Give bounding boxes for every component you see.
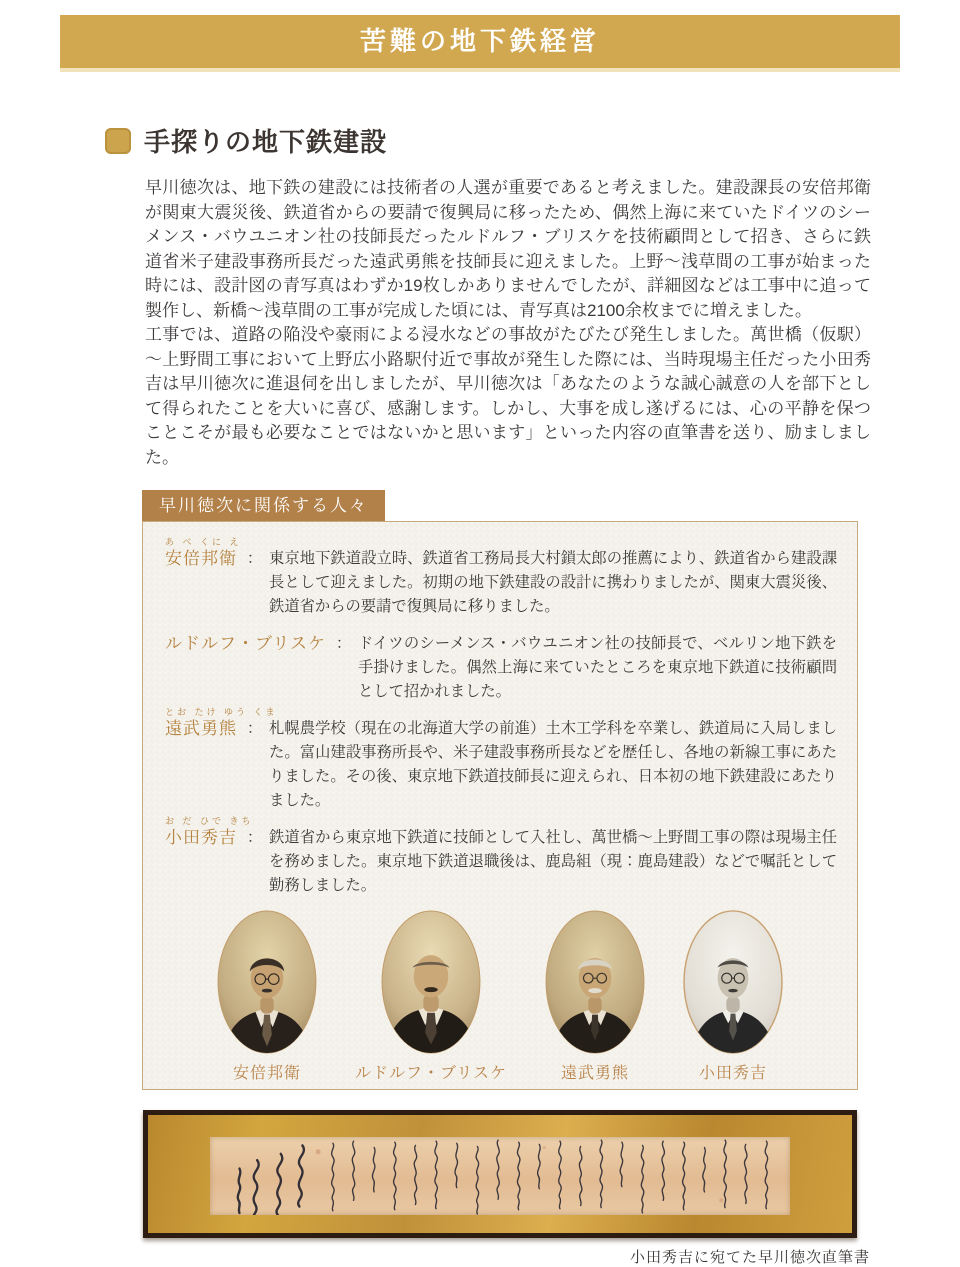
letter-frame [143, 1110, 857, 1238]
letter-paper [210, 1137, 790, 1215]
person-name-block [165, 537, 242, 571]
person-entry-briske [143, 632, 857, 704]
portrait-caption: 小田秀吉 [699, 1065, 768, 1082]
person-description: 鉄道省から東京地下鉄道に技師として入社し、萬世橋～上野間工事の際は現場主任を務めました。東京地下鉄道退職後は、鹿島組（現：鹿島建設）などで嘱託として勤務しました。 [269, 829, 837, 894]
paragraph-1: 早川徳次は、地下鉄の建設には技術者の人選が重要であると考えました。建設課長の安倍邦衛が関東大震災後、鉄道省からの要請で復興局に移ったため、偶然上海に来ていたドイツのシーメンス・バウユニオン社の技師長だったルドルフ・ブリスケを技術顧問として招き、さらに鉄道省米子建設事務所長だった遠武勇熊を技師長に迎えました。上野～浅草間の工事が始まった時には、設計図の青写真はわずか19枚しかありませんでしたが、詳細図などは工事中に追って製作し、新橋～浅草間の工事が完成した頃には、青写真は2100余枚までに増えました。 [145, 178, 871, 320]
page [0, 15, 960, 1266]
portrait-photo-oda [683, 910, 783, 1054]
people-box-label: 早川徳次に関係する人々 [142, 490, 385, 521]
person-entry-oda [143, 816, 857, 898]
person-name: 遠武勇熊 [165, 719, 237, 738]
person-description: ドイツのシーメンス・バウユニオン社の技師長で、ベルリン地下鉄を手掛けました。偶然上海に来ていたところを東京地下鉄道に技術顧問として招かれました。 [358, 635, 837, 700]
calligraphy-strokes [210, 1137, 790, 1215]
furigana: あ べ くに え [165, 537, 242, 547]
person-name-block [165, 632, 326, 656]
people-box [142, 521, 858, 1090]
separator: ： [247, 829, 263, 846]
furigana: とお たけ ゆう くま [165, 707, 278, 717]
person-entry-abe [143, 537, 857, 619]
separator: ： [335, 635, 351, 652]
body-text [145, 176, 871, 470]
banner-title: 苦難の地下鉄経営 [359, 26, 600, 56]
page-banner [60, 15, 900, 72]
person-name-block [165, 816, 254, 850]
person-description: 東京地下鉄道設立時、鉄道省工務局長大村鎖太郎の推薦により、鉄道省から建設課長として迎えました。初期の地下鉄建設の設計に携わりましたが、関東大震災後、鉄道省からの要請で復興局に移りました。 [269, 550, 837, 615]
portrait-photo-totake [545, 910, 645, 1054]
portrait-abe [217, 910, 317, 1083]
person-name: 小田秀吉 [165, 828, 237, 847]
paragraph-2: 工事では、道路の陥没や豪雨による浸水などの事故がたびたび発生しました。萬世橋（仮駅）～上野間工事において上野広小路駅付近で事故が発生した際には、当時現場主任だった小田秀吉は早川徳次に進退伺を出しましたが、早川徳次は「あなたのような誠心誠意の人を部下として得られたことを大いに喜び、感謝します。しかし、大事を成し遂げるには、心の平静を保つことこそが最も必要なことではないかと思います」といった内容の直筆書を送り、励ましました。 [145, 325, 871, 467]
portrait-photo-abe [217, 910, 317, 1054]
portrait-caption: 遠武勇熊 [561, 1065, 630, 1082]
section-heading [105, 122, 960, 159]
section-title: 手探りの地下鉄建設 [144, 127, 388, 157]
furigana: お だ ひで きち [165, 816, 254, 826]
portrait-totake [545, 910, 645, 1083]
person-description: 札幌農学校（現在の北海道大学の前進）土木工学科を卒業し、鉄道局に入局しました。富山建設事務所長や、米子建設事務所長などを歴任し、各地の新線工事にあたりました。その後、東京地下鉄道技師長に迎えられ、日本初の地下鉄建設にあたりました。 [269, 720, 837, 809]
portraits-row [143, 910, 857, 1083]
person-name-block [165, 707, 278, 741]
person-entry-totake [143, 707, 857, 813]
person-name: ルドルフ・ブリスケ [165, 634, 326, 653]
letter-gold-mat [148, 1115, 852, 1233]
portrait-photo-briske [381, 910, 481, 1054]
person-name: 安倍邦衛 [165, 549, 237, 568]
gold-square-bullet-icon [105, 128, 131, 154]
portrait-oda [683, 910, 783, 1083]
portrait-caption: 安倍邦衛 [232, 1065, 301, 1082]
letter-caption: 小田秀吉に宛てた早川徳次直筆書 [629, 1249, 870, 1266]
portrait-caption: ルドルフ・ブリスケ [354, 1065, 508, 1082]
separator: ： [247, 550, 263, 567]
portrait-briske [355, 910, 507, 1083]
separator: ： [247, 720, 263, 737]
